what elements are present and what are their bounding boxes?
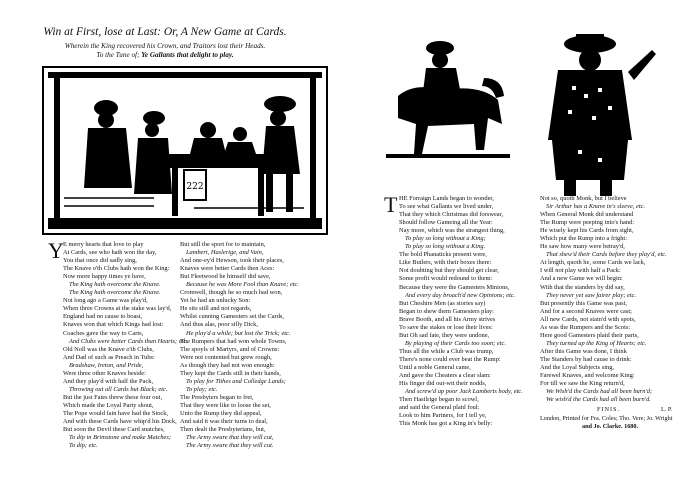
verse-line: The Knave o'th Clubs hath won the King: [63, 265, 170, 273]
verse-line: But Cheshire Men (as stories say) [399, 299, 486, 307]
verse-line: Unto the Rump they did appeal, [180, 409, 262, 417]
verse-line: Whilst cunning Gamesters set the Cards, [180, 313, 285, 321]
verse-line: England had no cause to boast, [63, 313, 143, 321]
verse-line: And for a second Knaves were cast; [540, 307, 632, 315]
verse-line: As though they had not won enough: [180, 361, 275, 369]
verse-line: The Army sware that they will cut. [186, 442, 274, 450]
verse-line: For till we saw the King return'd, [540, 380, 625, 388]
verse-line: As was the Rumpers and the Scots: [540, 323, 631, 331]
verse-line: HE Forraign Lands began to wonder, [399, 195, 494, 202]
verse-line: The Presbyters began to fret, [180, 393, 254, 401]
verse-line: Not long ago a Game was play'd, [63, 297, 148, 305]
woodcut-standing-figure [528, 30, 660, 198]
verse-line: and said the General plaid foul: [399, 404, 480, 412]
verse-line: All new Cards, not stain'd with spots, [540, 315, 636, 323]
verse-line: To play for Tithes and Colledge Lands; [186, 377, 286, 385]
verse-line: Then dealt the Presbyterians, but, [180, 426, 266, 434]
tune-line [0, 51, 330, 59]
verse-line: Here good Gamesters plaid their parts, [540, 331, 639, 339]
verse-line: They turned up the King of Hearts; etc. [546, 339, 647, 347]
verse-line: They kept the Cards still in their hands, [180, 369, 281, 377]
verse-line: Now more happy times ye have, [63, 273, 146, 281]
verse-line: To play; etc. [186, 385, 218, 393]
verse-line: Coaches gave the way to Carts, [63, 329, 144, 337]
printer-initials: L. P. [661, 406, 673, 413]
verse-line: And every day broach'd new Opinions; etc. [405, 291, 516, 299]
verse-line: Then Hasilrige began to scowl, [399, 396, 479, 404]
verse-line: The King hath overcome the Knave. [69, 281, 161, 289]
verse-line: Not doubting but they should get clear, [399, 267, 499, 275]
verse-line: Look to him Partners, for I tell ye, [399, 412, 487, 420]
verse-line: But Oh sad fate, they were undone, [399, 331, 490, 339]
verse-line: Because he was More Fool than Knave; etc. [186, 281, 299, 289]
verse-line: Until a noble General came, [399, 363, 471, 371]
verse-line: Not so, quoth Monk, but I believe [540, 195, 627, 202]
svg-text:222: 222 [186, 182, 204, 192]
verse-line: That they were like to loose the set, [180, 401, 271, 409]
verse-line: He wisely kept his Cards from sight, [540, 227, 634, 235]
verse-line: The Pope would fain have had the Stock, [63, 409, 169, 417]
verse-line: The Rumpers that had won whole Towns, [180, 337, 287, 345]
woodcut-horseman [384, 38, 512, 160]
verse-line: And gave the Cheaters a clear slam: [399, 372, 491, 380]
verse-line: Which made the Loyal Party shout, [63, 401, 154, 409]
verse-line: Because they were the Gamesters Minions, [399, 283, 510, 291]
verse-line: Bradshaw, Ireton, and Pride, [69, 361, 144, 369]
verse-line: Were not contented but grew rough, [180, 353, 272, 361]
ballad-title: Win at First, lose at Last: Or, A New Game at Cards. [43, 26, 287, 38]
verse-column-4 [540, 195, 690, 404]
drop-cap: Y [48, 238, 64, 263]
verse-line: At Cards, see who hath won the day, [63, 249, 157, 257]
verse-line: He sits still and not regards, [180, 305, 252, 313]
imprint-line-1: London, Printed for Fra. Coles; Tho. Vere; Jo. Wright [540, 415, 673, 422]
verse-line: And Clubs were better Cards than Hearts; etc. [69, 337, 188, 345]
verse-line: The Standers by had cause to drink: [540, 355, 632, 363]
verse-line: Cromwell, though he so much had won, [180, 289, 283, 297]
verse-line: His finger did out-wit their nodds, [399, 380, 487, 388]
verse-line: There's none could ever beat the Rump: [399, 355, 501, 363]
verse-line: The Rump were peeping into's hand: [540, 219, 634, 227]
verse-line: And thus alas, poor silly Dick, [180, 321, 258, 329]
verse-line: Brave Booth, and all his Army strives [399, 315, 496, 323]
verse-line: At length, quoth he, some Cards we lack, [540, 259, 646, 267]
verse-line: Some profit would redound to them: [399, 275, 493, 283]
finis: FINIS. [597, 406, 621, 413]
ballad-subtitle: Wherein the King recovered his Crown, and Traitors lost their Heads. [64, 42, 266, 50]
verse-line: We wish'd the Cards had all been burn'd. [546, 396, 651, 404]
verse-line: The spoyls of Martyrs, and of Crowns: [180, 345, 280, 353]
verse-line: I will not play with half a Pack: [540, 267, 621, 275]
verse-line: Old Noll was the Knave o'th Clubs, [63, 345, 154, 353]
tune-name: Ye Gallants that delight to play. [141, 51, 234, 59]
verse-line: And with these Cards have whip'd his Dock, [63, 418, 177, 426]
verse-line: Which put the Rump into a fright: [540, 235, 627, 243]
woodcut-card-players [42, 66, 328, 235]
verse-line: E merry hearts that love to play [63, 241, 144, 248]
verse-line: But still the sport for to maintain, [180, 241, 266, 248]
verse-line: The bold Phanaticks present were, [399, 251, 487, 259]
verse-line: And Dad of such as Preach in Tubs: [63, 353, 155, 361]
verse-line: Began to shew them Gamesters play: [399, 307, 494, 315]
verse-line: And said it was their turns to deal, [180, 418, 268, 426]
verse-line: Were three other Knaves beside: [63, 369, 146, 377]
verse-line: Knaves were better Cards then Aces: [180, 265, 275, 273]
verse-line: And one-ey'd Hewson, took their places, [180, 257, 284, 265]
verse-line: But the just Fates threw these four out, [63, 393, 163, 401]
verse-line: To dip in Brimstone and make Matches; [69, 434, 172, 442]
verse-line: But presently this Game was past, [540, 299, 627, 307]
verse-line: And they play'd with half the Pack, [63, 377, 154, 385]
verse-line: That they which Christmas did forswear, [399, 211, 504, 219]
verse-line: And a new Game we will begin: [540, 275, 623, 283]
verse-line: Should follow Gameing all the Year: [399, 219, 493, 227]
imprint-line-2: and Jo. Clarke. 1680. [582, 423, 639, 430]
drop-cap: T [384, 192, 398, 217]
verse-line: And the Loyal Subjects sing, [540, 363, 615, 371]
verse-line: He play'd a while; but lost the Trick; etc. [186, 329, 291, 337]
verse-line: We Wish'd the Cards had all been burn'd; [546, 388, 653, 396]
verse-line: Thus all the while a Club was trump, [399, 347, 494, 355]
verse-column-2 [180, 241, 330, 450]
verse-line: After this Game was done, I think [540, 347, 627, 355]
verse-line: Sir Arthur has a Knave in's sleeve, etc. [546, 203, 646, 211]
verse-line: Throwing out all Cards but Black; etc. [69, 385, 168, 393]
verse-line: Lambert, Haslerige, and Vain, [186, 249, 264, 257]
verse-line: But Fleetwood he himself did save, [180, 273, 271, 281]
verse-line: With that the standers by did say, [540, 283, 625, 291]
verse-line: When General Monk did understand [540, 211, 634, 219]
verse-line: And screw'd up poor Jack Lamberts body, etc. [405, 388, 523, 396]
verse-line: By playing of their Cards too soon; etc. [405, 339, 506, 347]
verse-line: The Army sware that they will cut, [186, 434, 274, 442]
verse-line: To dip; etc. [69, 442, 98, 450]
verse-line: You that once did sadly sing, [63, 257, 137, 265]
verse-column-3 [399, 195, 531, 428]
verse-line: Like Butlers, with their boxes there: [399, 259, 492, 267]
verse-line: Farewel Knaves, and welcome King: [540, 372, 635, 380]
verse-line: To save the stakes or lose their lives: [399, 323, 493, 331]
verse-line: That shew'd their Cards before they play'd, etc. [546, 251, 667, 259]
verse-line: But soon the Devil these Card snatches, [63, 426, 165, 434]
verse-line: Yet he had an unlucky Son: [180, 297, 251, 305]
verse-line: When three Crowns at the stake was lay'd, [63, 305, 172, 313]
verse-line: They never yet saw fairer play; etc. [546, 291, 637, 299]
verse-line: Nay more, which was the strangest thing, [399, 227, 505, 235]
verse-column-1 [63, 241, 188, 450]
verse-line: The King hath overcome the Knave. [69, 289, 161, 297]
verse-line: Knaves won that which Kings had lost: [63, 321, 164, 329]
verse-line: This Monk has got a King in's belly: [399, 420, 493, 428]
tune-prefix: To the Tune of; [96, 51, 140, 59]
verse-line: To play so long without a King; [405, 235, 486, 243]
verse-line: He saw how many were betray'd, [540, 243, 625, 251]
verse-line: To play so long without a King. [405, 243, 486, 251]
verse-line: To see what Gallants we lived under, [399, 203, 494, 211]
